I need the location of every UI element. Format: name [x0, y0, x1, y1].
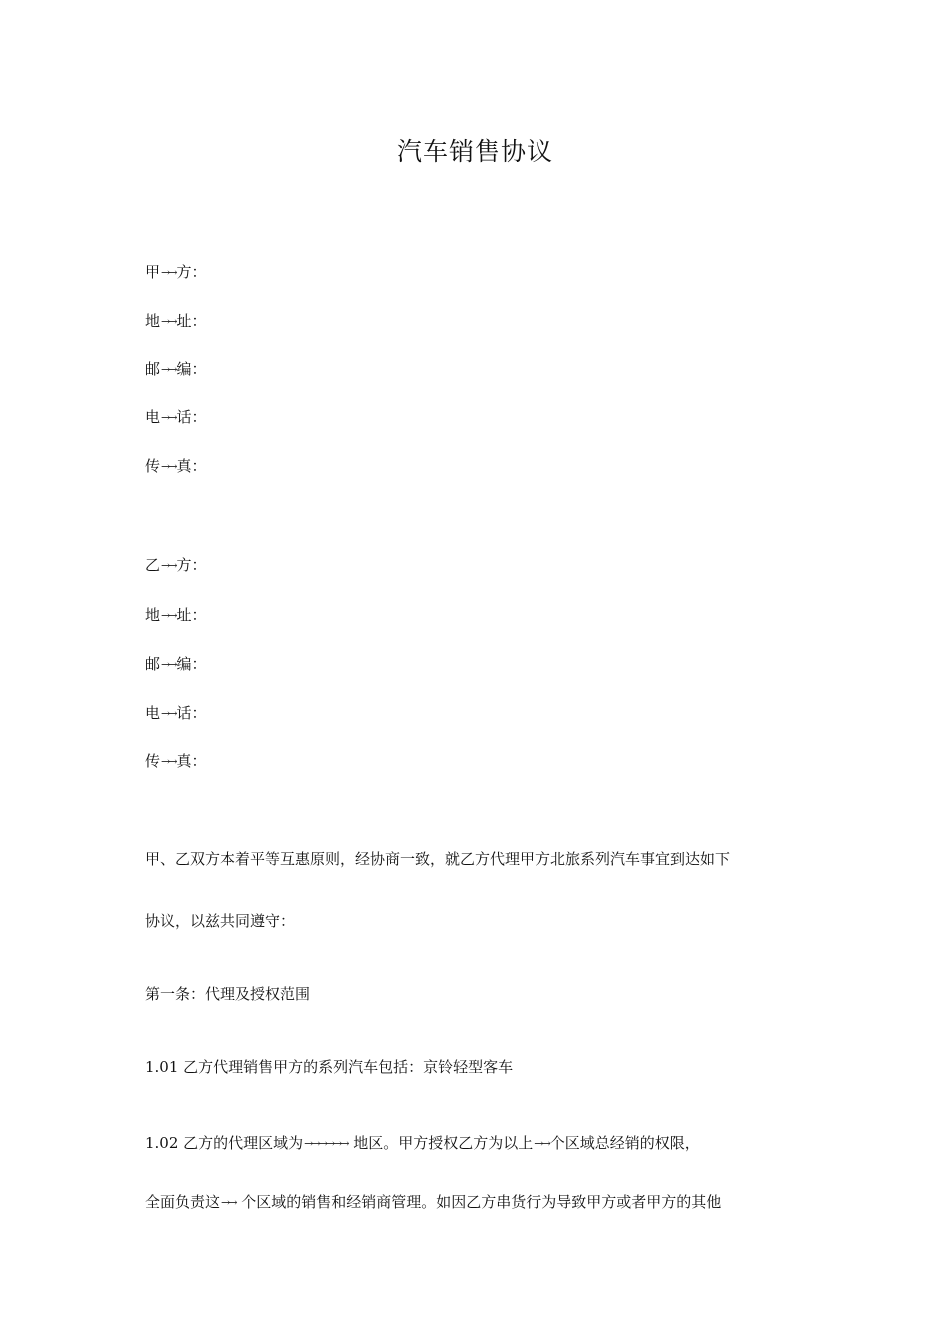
article-1-heading: 第一条：代理及授权范围	[145, 985, 311, 1003]
tab-arrow-icon: →→	[161, 559, 176, 572]
clause-1-02-line-2: 全面负责这→→ 个区域的销售和经销商管理。如因乙方串货行为导致甲方或者甲方的其他	[145, 1193, 722, 1211]
intro-paragraph-line-1: 甲、乙双方本着平等互惠原则，经协商一致，就乙方代理甲方北旅系列汽车事宜到达如下	[145, 850, 731, 868]
tab-arrow-icon: →→	[161, 460, 176, 473]
clause-1-02-line-1: 1.02 乙方的代理区域为→→→→→→ 地区。甲方授权乙方为以上→→个区域总经销的权限，	[145, 1134, 700, 1152]
tab-arrow-icon: →→	[534, 1137, 549, 1150]
tab-arrow-icon: →→	[161, 315, 176, 328]
party-b-address-field: 地→→址：	[145, 606, 207, 624]
tab-arrow-icon: →→	[161, 363, 176, 376]
tab-arrow-icon: →→	[161, 755, 176, 768]
tab-arrow-icon: →→	[161, 411, 176, 424]
party-a-postcode-field: 邮→→编：	[145, 360, 207, 378]
party-b-postcode-field: 邮→→编：	[145, 655, 207, 673]
party-b-phone-field: 电→→话：	[145, 704, 207, 722]
clause-1-01: 1.01 乙方代理销售甲方的系列汽车包括：京铃轻型客车	[145, 1058, 514, 1076]
tab-arrow-icon: →→	[161, 609, 176, 622]
intro-paragraph-line-2: 协议，以兹共同遵守：	[145, 912, 296, 930]
party-b-fax-field: 传→→真：	[145, 752, 207, 770]
tab-arrow-icon: →→	[161, 658, 176, 671]
party-a-address-field: 地→→址：	[145, 312, 207, 330]
tab-arrow-icon: →→	[161, 707, 176, 720]
tab-arrow-icon: →→	[221, 1196, 236, 1209]
document-title: 汽车销售协议	[396, 137, 553, 166]
tab-arrow-icon: →→→→→→	[304, 1137, 348, 1150]
party-a-fax-field: 传→→真：	[145, 457, 207, 475]
party-a-phone-field: 电→→话：	[145, 408, 207, 426]
party-a-name-field: 甲→→方：	[145, 263, 207, 281]
tab-arrow-icon: →→	[161, 266, 176, 279]
party-b-name-field: 乙→→方：	[145, 556, 207, 574]
